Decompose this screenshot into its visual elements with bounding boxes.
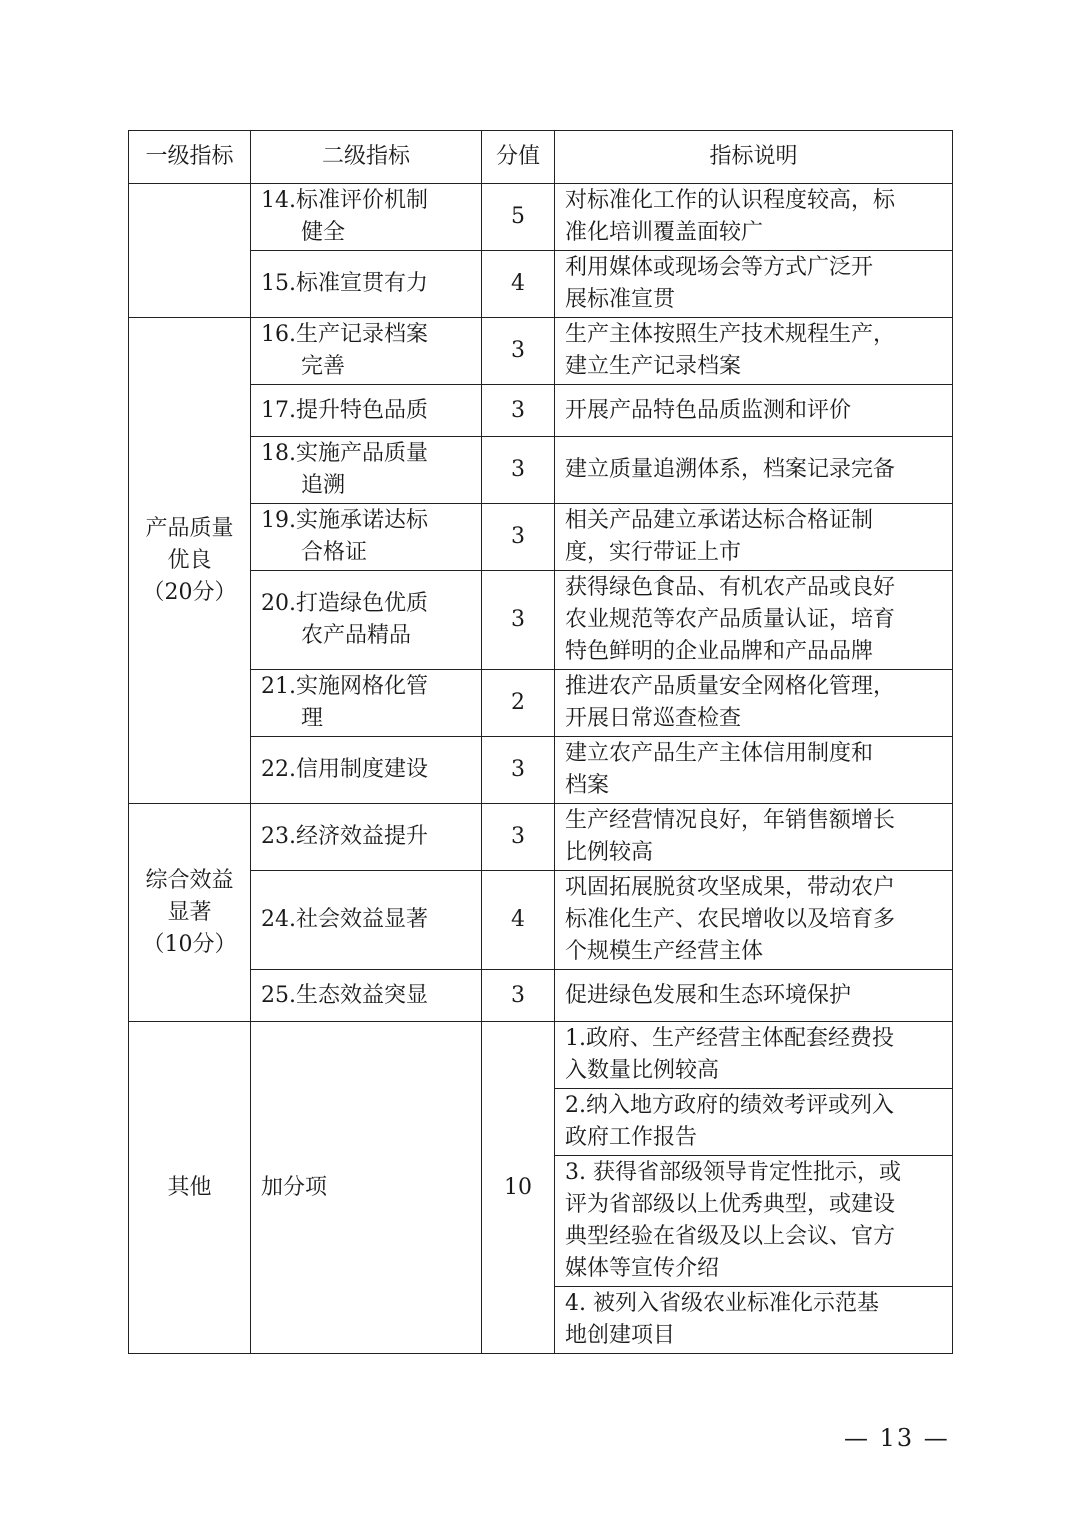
- indicator-description: 开展产品特色品质监测和评价: [555, 385, 953, 437]
- indicator-score: 3: [482, 385, 555, 437]
- indicator-description: 对标准化工作的认识程度较高，标 准化培训覆盖面较广: [555, 184, 953, 251]
- table-row: [129, 184, 953, 251]
- group-cell-benefits: 综合效益 显著 （10分）: [129, 804, 251, 1022]
- indicator-name: 23.经济效益提升: [251, 804, 482, 871]
- indicator-score: 5: [482, 184, 555, 251]
- indicator-name: 15.标准宣贯有力: [251, 251, 482, 318]
- indicator-description: 促进绿色发展和生态环境保护: [555, 970, 953, 1022]
- indicator-score: 3: [482, 318, 555, 385]
- indicator-score: 3: [482, 970, 555, 1022]
- indicator-name: 17.提升特色品质: [251, 385, 482, 437]
- header-level2: 二级指标: [251, 131, 482, 184]
- bonus-item: 4. 被列入省级农业标准化示范基 地创建项目: [555, 1287, 953, 1354]
- table-row: [129, 1022, 953, 1089]
- table-row: [129, 318, 953, 385]
- table-row: [129, 571, 953, 670]
- table-header-row: [129, 131, 953, 184]
- page-number: — 13 —: [844, 1424, 950, 1452]
- table-row: [129, 804, 953, 871]
- table-row: [129, 504, 953, 571]
- group-cell-product-quality: 产品质量 优良 （20分）: [129, 318, 251, 804]
- indicator-score: 4: [482, 871, 555, 970]
- bonus-score: 10: [482, 1022, 555, 1354]
- header-description: 指标说明: [555, 131, 953, 184]
- indicator-description: 相关产品建立承诺达标合格证制 度，实行带证上市: [555, 504, 953, 571]
- table-row: [129, 670, 953, 737]
- indicator-name: 19.实施承诺达标 合格证: [251, 504, 482, 571]
- bonus-item: 2.纳入地方政府的绩效考评或列入 政府工作报告: [555, 1089, 953, 1156]
- indicator-name: 18.实施产品质量 追溯: [251, 437, 482, 504]
- indicator-score: 3: [482, 437, 555, 504]
- indicator-description: 建立质量追溯体系，档案记录完备: [555, 437, 953, 504]
- indicator-score: 3: [482, 737, 555, 804]
- bonus-name: 加分项: [251, 1022, 482, 1354]
- indicator-description: 生产经营情况良好，年销售额增长 比例较高: [555, 804, 953, 871]
- indicator-name: 20.打造绿色优质 农产品精品: [251, 571, 482, 670]
- indicator-score: 3: [482, 571, 555, 670]
- table-row: [129, 737, 953, 804]
- indicator-description: 利用媒体或现场会等方式广泛开 展标准宣贯: [555, 251, 953, 318]
- indicator-name: 25.生态效益突显: [251, 970, 482, 1022]
- table-row: [129, 970, 953, 1022]
- indicator-description: 获得绿色食品、有机农产品或良好 农业规范等农产品质量认证，培育 特色鲜明的企业品牌和产品品牌: [555, 571, 953, 670]
- bonus-item: 1.政府、生产经营主体配套经费投 入数量比例较高: [555, 1022, 953, 1089]
- table-row: [129, 437, 953, 504]
- indicator-description: 推进农产品质量安全网格化管理， 开展日常巡查检查: [555, 670, 953, 737]
- indicator-name: 14.标准评价机制 健全: [251, 184, 482, 251]
- indicator-name: 24.社会效益显著: [251, 871, 482, 970]
- indicator-score: 3: [482, 804, 555, 871]
- table-row: [129, 251, 953, 318]
- table-row: [129, 871, 953, 970]
- header-score: 分值: [482, 131, 555, 184]
- table-row: [129, 385, 953, 437]
- group-cell-other: 其他: [129, 1022, 251, 1354]
- indicator-description: 建立农产品生产主体信用制度和 档案: [555, 737, 953, 804]
- header-level1: 一级指标: [129, 131, 251, 184]
- indicator-table: [128, 130, 953, 1354]
- indicator-score: 4: [482, 251, 555, 318]
- indicator-description: 巩固拓展脱贫攻坚成果，带动农户 标准化生产、农民增收以及培育多 个规模生产经营主体: [555, 871, 953, 970]
- indicator-description: 生产主体按照生产技术规程生产， 建立生产记录档案: [555, 318, 953, 385]
- indicator-name: 21.实施网格化管 理: [251, 670, 482, 737]
- group-cell-continued: [129, 184, 251, 318]
- bonus-item: 3. 获得省部级领导肯定性批示，或 评为省部级以上优秀典型，或建设 典型经验在省级及以上会议、官方 媒体等宣传介绍: [555, 1156, 953, 1287]
- indicator-name: 22.信用制度建设: [251, 737, 482, 804]
- indicator-score: 3: [482, 504, 555, 571]
- indicator-name: 16.生产记录档案 完善: [251, 318, 482, 385]
- indicator-score: 2: [482, 670, 555, 737]
